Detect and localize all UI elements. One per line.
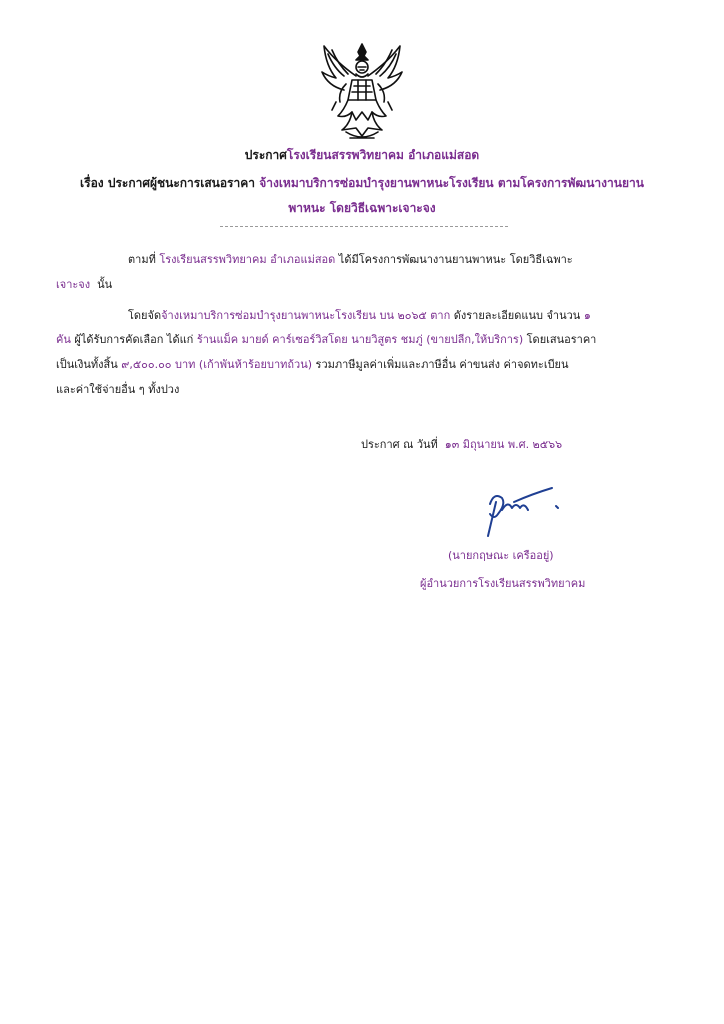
subject-line-1 [0,174,724,193]
paragraph-2-line-3 [56,355,569,373]
paragraph-1-line-2 [56,275,112,293]
para2-count: ๑ [583,309,591,322]
para2-unit: คัน [56,333,71,346]
signatory-position: ผู้อำนวยการโรงเรียนสรรพวิทยาคม [420,577,586,590]
para2-vendor: ร้านแม็ค มายด์ คาร์เซอร์วิสโดย นายวิสูตร ชมภู่ (ขายปลีก,ให้บริการ) [196,333,524,346]
para1-rest: ได้มีโครงการพัฒนางานยานพาหนะ โดยวิธีเฉพาะ [338,253,573,266]
para2-rest1: ดังรายละเอียดแนบ จำนวน [453,309,581,322]
announcement-title [0,146,724,165]
signature-image [472,480,564,538]
school-name: โรงเรียนสรรพวิทยาคม อำเภอแม่สอด [286,148,480,162]
paragraph-2-line-1 [128,306,591,324]
subject-detail: จ้างเหมาบริการซ่อมบำรุงยานพาหนะโรงเรียน ตามโครงการพัฒนางานยาน [259,176,644,190]
announce-date: ๑๓ มิถุนายน พ.ศ. ๒๕๖๖ [444,438,563,451]
para2-item: จ้างเหมาบริการซ่อมบำรุงยานพาหนะโรงเรียน บน ๒๐๖๕ ตาก [161,309,451,322]
para2-prefix: โดยจัด [128,309,162,322]
announcement-date [361,435,562,453]
garuda-emblem [316,40,408,144]
subject-prefix: เรื่อง ประกาศผู้ชนะการเสนอราคา [80,176,256,190]
para1-line2-colored: เจาะจง [56,278,91,291]
para2-total-prefix: เป็นเงินทั้งสิ้น [56,358,118,371]
para2-amount: ๙,๕๐๐.๐๐ บาท (เก้าพันห้าร้อยบาทถ้วน) [121,358,313,371]
paragraph-2-line-2 [56,330,596,348]
para1-line2-end: นั้น [97,278,113,291]
para1-prefix: ตามที่ [128,253,156,266]
subject-line-2: พาหนะ โดยวิธีเฉพาะเจาะจง [288,201,436,215]
separator-line [220,226,508,227]
announce-label: ประกาศ ณ วันที่ [361,438,438,451]
para2-rest2: รวมภาษีมูลค่าเพิ่มและภาษีอื่น ค่าขนส่ง ค่าจดทะเบียน [315,358,569,371]
para1-school: โรงเรียนสรรพวิทยาคม อำเภอแม่สอด [159,253,336,266]
paragraph-2-line-4: และค่าใช้จ่ายอื่น ๆ ทั้งปวง [56,383,180,396]
title-prefix: ประกาศ [244,148,287,162]
para2-selected: ผู้ได้รับการคัดเลือก ได้แก่ [74,333,194,346]
signatory-name: (นายกฤษณะ เครืออยู่) [448,549,554,562]
paragraph-1-line-1 [128,250,573,268]
para2-offer: โดยเสนอราคา [526,333,597,346]
